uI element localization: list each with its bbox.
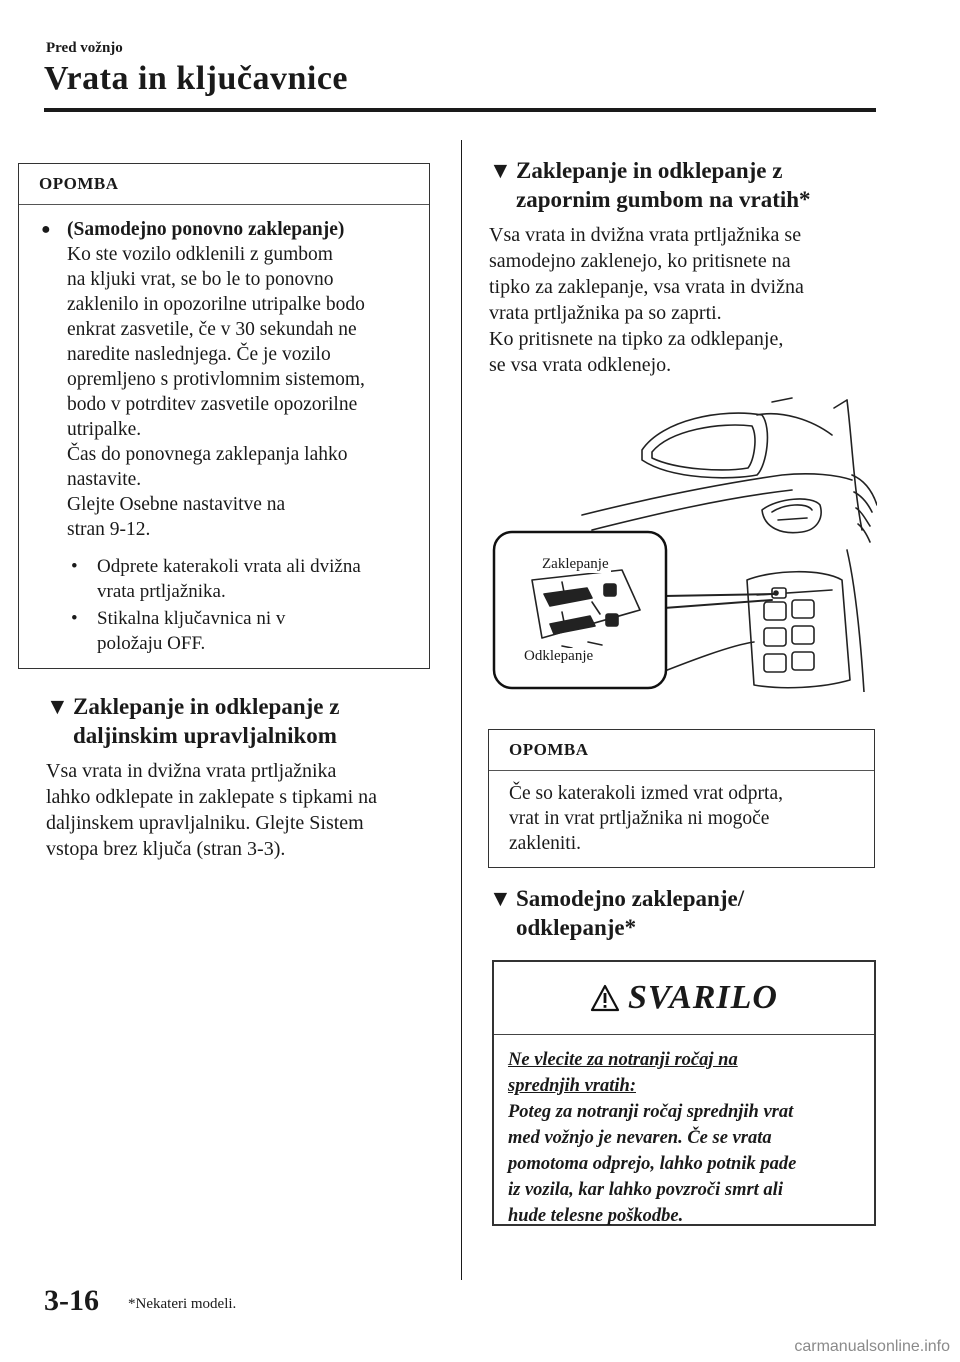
warning-title: SVARILO	[628, 979, 778, 1016]
door-line-drawing	[492, 380, 877, 692]
heading-line: Zaklepanje in odklepanje z	[73, 694, 340, 719]
note-body	[19, 205, 429, 670]
label-unlock: Odklepanje	[524, 648, 594, 664]
note-line: zakleniti.	[509, 833, 582, 854]
heading-line: Samodejno zaklepanje/	[516, 886, 745, 911]
heading-remote-locking	[46, 692, 446, 750]
heading-line: daljinskim upravljalnikom	[73, 723, 337, 748]
note-line: naredite naslednjega. Če je vozilo	[67, 344, 331, 365]
door-illustration	[492, 380, 877, 692]
paragraph-door-switch	[489, 222, 889, 378]
paragraph-line: vstopa brez ključa (stran 3-3).	[46, 838, 286, 860]
note-line: zaklenilo in opozorilne utripalke bodo	[67, 294, 365, 315]
note-line: bodo v potrditev zasvetile opozorilne	[67, 394, 358, 415]
sub-bullet-icon: •	[71, 608, 78, 629]
bullet-title: (Samodejno ponovno zaklepanje)	[67, 219, 345, 240]
warning-line: Poteg za notranji ročaj sprednjih vrat	[508, 1102, 794, 1122]
note-heading: OPOMBA	[19, 164, 429, 205]
triangle-marker-icon: ▼	[46, 694, 69, 719]
paragraph-line: Vsa vrata in dvižna vrata prtljažnika se	[489, 224, 802, 246]
note-line: Če so katerakoli izmed vrat odprta,	[509, 783, 783, 804]
paragraph-line: lahko odklepate in zaklepate s tipkami na	[46, 786, 377, 808]
warning-subtitle-line: Ne vlecite za notranji ročaj na	[508, 1050, 738, 1070]
sub-bullet-line: položaju OFF.	[97, 633, 206, 654]
note-box-auto-relock	[18, 163, 430, 669]
bullet-dot-icon: ●	[41, 221, 51, 238]
note-line: opremljeno s protivlomnim sistemom,	[67, 369, 365, 390]
sub-bullet-line: Stikalna ključavnica ni v	[97, 608, 286, 629]
note-heading: OPOMBA	[489, 730, 874, 771]
label-lock: Zaklepanje	[542, 556, 609, 572]
warning-line: hude telesne poškodbe.	[508, 1206, 684, 1226]
note-line: na kljuki vrat, se bo le to ponovno	[67, 269, 334, 290]
paragraph-line: samodejno zaklenejo, ko pritisnete na	[489, 250, 791, 272]
warning-line: pomotoma odprejo, lahko potnik pade	[508, 1154, 797, 1174]
bullet-item	[41, 217, 409, 542]
footnote: *Nekateri modeli.	[128, 1296, 237, 1312]
note-line: Čas do ponovnega zaklepanja lahko	[67, 444, 348, 465]
paragraph-line: se vsa vrata odklenejo.	[489, 354, 672, 376]
page-number: 3-16	[44, 1284, 99, 1317]
page-title: Vrata in ključavnice	[44, 60, 349, 97]
section-label: Pred vožnjo	[46, 40, 123, 56]
warning-triangle-icon	[590, 984, 620, 1012]
heading-door-switch-locking	[489, 156, 889, 214]
paragraph-line: vrata prtljažnika pa so zaprti.	[489, 302, 722, 324]
sub-bullet-line: Odprete katerakoli vrata ali dvižna	[97, 556, 361, 577]
warning-body	[494, 1035, 874, 1239]
paragraph-line: Vsa vrata in dvižna vrata prtljažnika	[46, 760, 337, 782]
sub-bullet-icon: •	[71, 556, 78, 577]
warning-subtitle-line: sprednjih vratih:	[508, 1076, 636, 1096]
sub-bullet-item	[41, 554, 409, 604]
note-line: Glejte Osebne nastavitve na	[67, 494, 286, 515]
heading-line: Zaklepanje in odklepanje z	[516, 158, 783, 183]
column-divider	[461, 140, 462, 1280]
note-body	[489, 771, 874, 870]
note-line: vrat in vrat prtljažnika ni mogoče	[509, 808, 770, 829]
sub-bullet-item	[41, 606, 409, 656]
note-box-doors-open	[488, 729, 875, 868]
warning-line: iz vozila, kar lahko povzroči smrt ali	[508, 1180, 783, 1200]
note-line: nastavite.	[67, 469, 142, 490]
paragraph-line: tipko za zaklepanje, vsa vrata in dvižna	[489, 276, 804, 298]
note-line: stran 9-12.	[67, 519, 151, 540]
triangle-marker-icon: ▼	[489, 158, 512, 183]
heading-auto-locking	[489, 884, 889, 942]
paragraph-line: daljinskem upravljalniku. Glejte Sistem	[46, 812, 364, 834]
watermark: carmanualsonline.info	[794, 1338, 950, 1355]
paragraph-line: Ko pritisnete na tipko za odklepanje,	[489, 328, 784, 350]
note-line: Ko ste vozilo odklenili z gumbom	[67, 244, 333, 265]
paragraph-remote-locking	[46, 758, 446, 862]
warning-box	[492, 960, 876, 1226]
note-line: enkrat zasvetile, če v 30 sekundah ne	[67, 319, 357, 340]
note-line: utripalke.	[67, 419, 142, 440]
warning-header	[494, 962, 874, 1035]
sub-bullet-line: vrata prtljažnika.	[97, 581, 226, 602]
heading-line: odklepanje*	[516, 915, 637, 940]
warning-line: med vožnjo je nevaren. Če se vrata	[508, 1128, 772, 1148]
header-rule	[44, 108, 876, 112]
heading-line: zapornim gumbom na vratih*	[516, 187, 811, 212]
triangle-marker-icon: ▼	[489, 886, 512, 911]
